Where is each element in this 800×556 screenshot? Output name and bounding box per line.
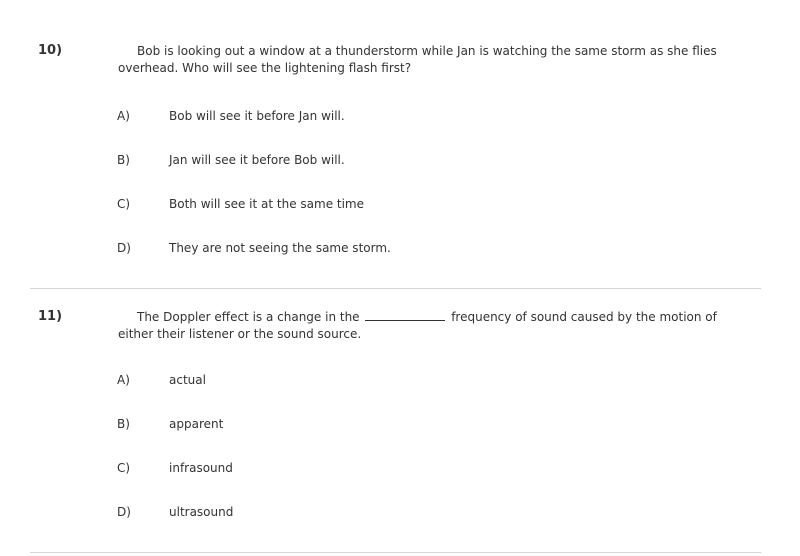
question-number: 11) bbox=[38, 309, 63, 324]
choice-letter: D) bbox=[117, 505, 131, 519]
question-number: 10) bbox=[38, 43, 63, 58]
choice-text: Bob will see it before Jan will. bbox=[169, 109, 345, 123]
choice-text: ultrasound bbox=[169, 505, 234, 519]
choice-text: infrasound bbox=[169, 461, 233, 475]
choice-text: Both will see it at the same time bbox=[169, 197, 364, 211]
choice-letter: C) bbox=[117, 197, 131, 211]
choice-letter: B) bbox=[117, 417, 130, 431]
question-divider bbox=[30, 552, 761, 553]
question-text: Bob is looking out a window at a thunderstorm while Jan is watching the same storm as she flies overhead. Who will see the lightening flash first? bbox=[118, 44, 717, 75]
answer-choice-c[interactable] bbox=[0, 461, 800, 481]
choice-letter: D) bbox=[117, 241, 131, 255]
choice-letter: C) bbox=[117, 461, 131, 475]
choice-text: Jan will see it before Bob will. bbox=[169, 153, 345, 167]
choice-text: actual bbox=[169, 373, 206, 387]
answer-choice-d[interactable] bbox=[0, 241, 800, 261]
fill-in-blank bbox=[365, 309, 445, 321]
choice-text: They are not seeing the same storm. bbox=[169, 241, 391, 255]
choice-letter: A) bbox=[117, 373, 130, 387]
question-divider bbox=[30, 288, 761, 289]
choice-letter: B) bbox=[117, 153, 130, 167]
question-text-before-blank: The Doppler effect is a change in the bbox=[137, 310, 364, 324]
answer-choice-c[interactable] bbox=[0, 197, 800, 217]
choice-letter: A) bbox=[117, 109, 130, 123]
question-text-after-blank: frequency of sound caused by the motion of either their listener or the sound source. bbox=[118, 310, 717, 341]
answer-choice-d[interactable] bbox=[0, 505, 800, 525]
answer-choice-a[interactable] bbox=[0, 109, 800, 129]
answer-choice-b[interactable] bbox=[0, 417, 800, 437]
choice-text: apparent bbox=[169, 417, 224, 431]
answer-choice-b[interactable] bbox=[0, 153, 800, 173]
answer-choice-a[interactable] bbox=[0, 373, 800, 393]
question-text bbox=[118, 309, 748, 343]
